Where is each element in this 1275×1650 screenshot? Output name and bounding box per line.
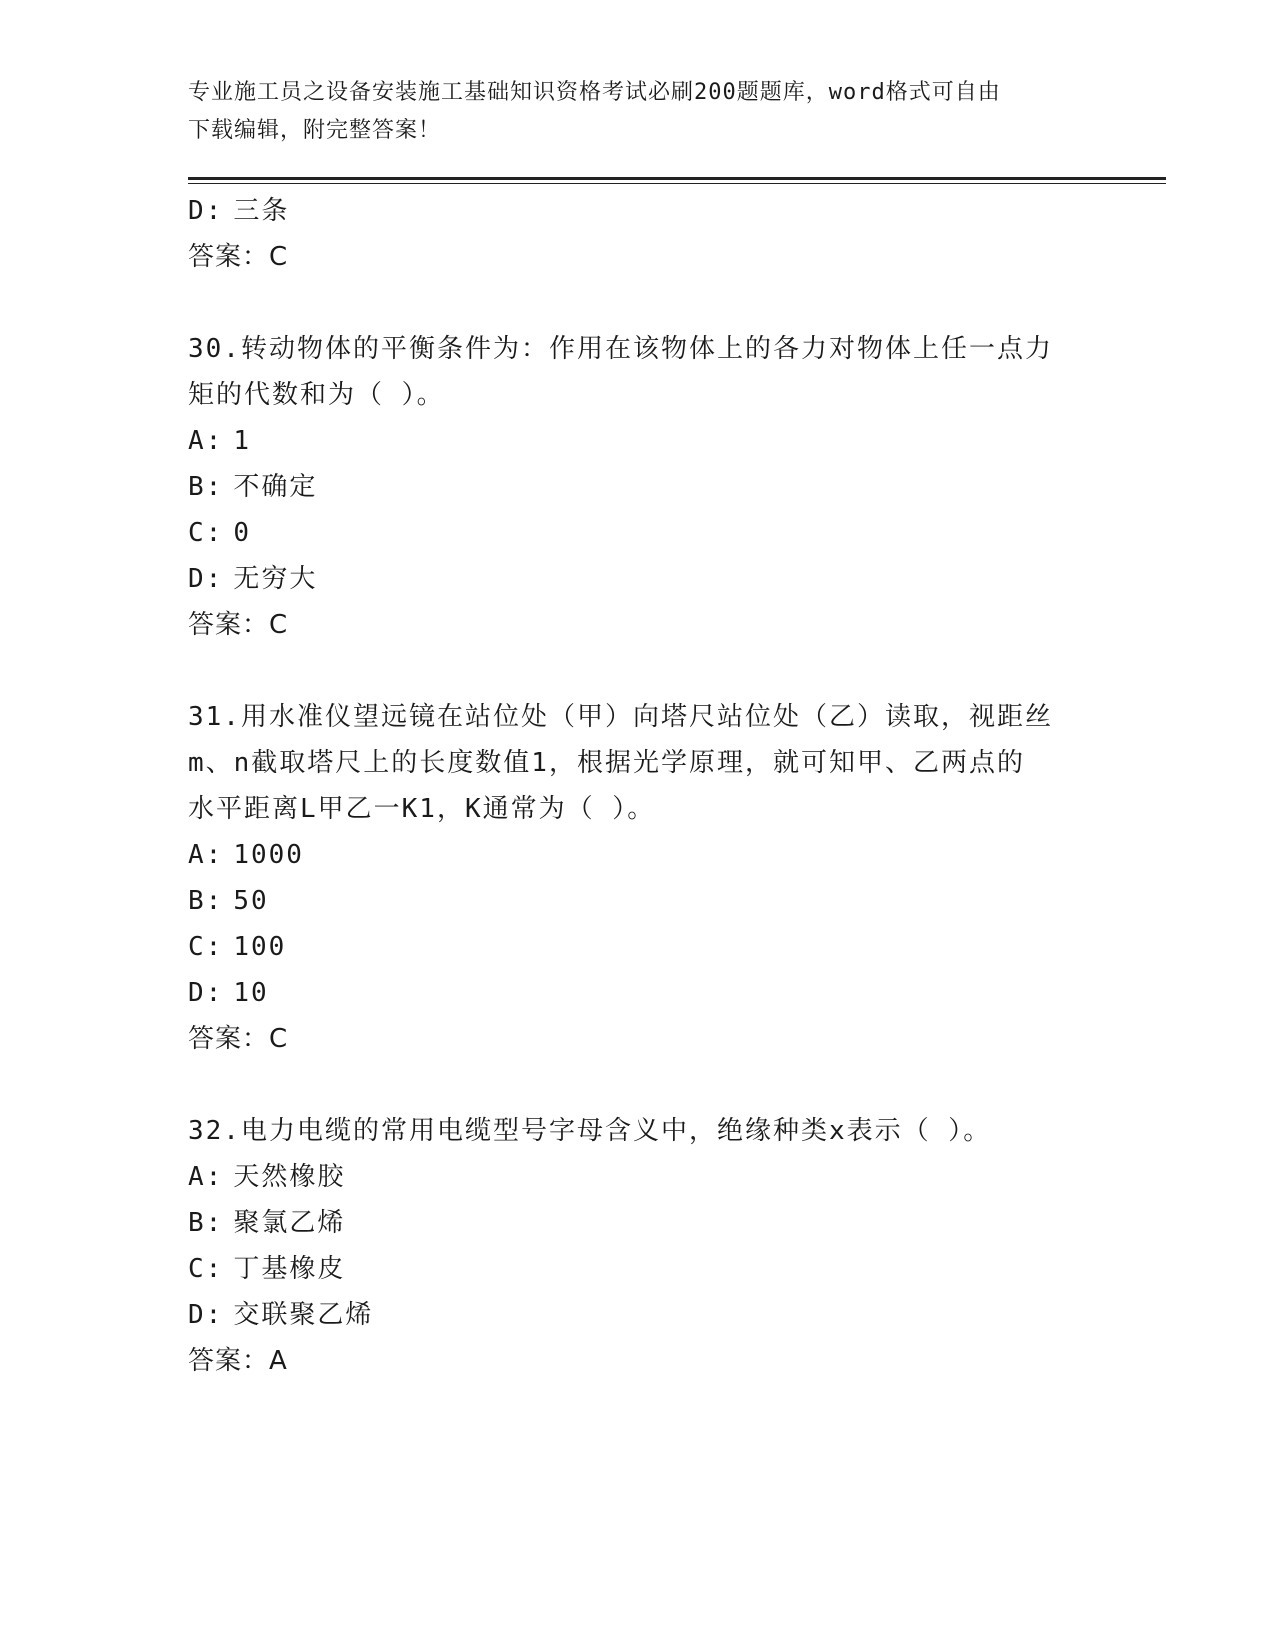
question-block: [188, 694, 1088, 1062]
option-d: [188, 1292, 1088, 1338]
question-text-line: 31.用水准仪望远镜在站位处（甲）向塔尺站位处（乙）读取，视距丝: [188, 702, 1053, 732]
header-line-1: 专业施工员之设备安装施工基础知识资格考试必刷200题题库，word格式可自由: [188, 80, 1001, 105]
option-c: [188, 1246, 1088, 1292]
option-text: 丁基橡皮: [233, 1254, 346, 1284]
option-key: B:: [188, 886, 224, 916]
spacer: [188, 280, 1088, 326]
document-body: [188, 188, 1088, 1384]
option-text: 1: [233, 426, 251, 456]
option-d: [188, 556, 1088, 602]
option-key: A:: [188, 1162, 224, 1192]
question-text-line: 32.电力电缆的常用电缆型号字母含义中，绝缘种类x表示（ ）。: [188, 1116, 992, 1146]
option-text: 天然橡胶: [233, 1162, 346, 1192]
option-b: [188, 1200, 1088, 1246]
option-c: [188, 510, 1088, 556]
option-key: D:: [188, 1300, 224, 1330]
option-key: C:: [188, 932, 224, 962]
option-text: 不确定: [233, 472, 318, 502]
answer-line: 答案：C: [188, 1024, 289, 1054]
spacer: [188, 1062, 1088, 1108]
option-text: 交联聚乙烯: [233, 1300, 374, 1330]
option-text: 10: [233, 978, 269, 1008]
header-rule-thin: [188, 183, 1166, 184]
option-d: [188, 970, 1088, 1016]
header-rule-thick: [188, 177, 1166, 180]
question-text-line: m、n截取塔尺上的长度数值1，根据光学原理，就可知甲、乙两点的: [188, 748, 1025, 778]
header-line-2: 下载编辑，附完整答案！: [188, 118, 442, 143]
option-key: D:: [188, 564, 224, 594]
option-text: 1000: [233, 840, 304, 870]
option-c: [188, 924, 1088, 970]
option-text: 50: [233, 886, 269, 916]
option-key: B:: [188, 1208, 224, 1238]
option-text: 无穷大: [233, 564, 318, 594]
option-key: A:: [188, 426, 224, 456]
option-key: B:: [188, 472, 224, 502]
option-b: [188, 464, 1088, 510]
option-a: [188, 1154, 1088, 1200]
option-text: 0: [233, 518, 251, 548]
option-b: [188, 878, 1088, 924]
option-key: A:: [188, 840, 224, 870]
option-a: [188, 832, 1088, 878]
answer-line: 答案：C: [188, 610, 289, 640]
question-block: [188, 1108, 1088, 1384]
question-block: [188, 326, 1088, 648]
option-text: 三条: [233, 196, 290, 226]
spacer: [188, 648, 1088, 694]
option-a: [188, 418, 1088, 464]
option-key: D:: [188, 978, 224, 1008]
option-text: 聚氯乙烯: [233, 1208, 346, 1238]
option-key: C:: [188, 518, 224, 548]
option-key: D:: [188, 196, 224, 226]
question-text-line: 30.转动物体的平衡条件为：作用在该物体上的各力对物体上任一点力: [188, 334, 1053, 364]
answer-line: 答案：A: [188, 1346, 288, 1376]
document-header: [188, 74, 1068, 150]
question-text-line: 矩的代数和为（ ）。: [188, 380, 445, 410]
option-d: [188, 188, 1088, 234]
question-text-line: 水平距离L甲乙一K1，K通常为（ ）。: [188, 794, 656, 824]
option-text: 100: [233, 932, 287, 962]
answer-line: 答案：C: [188, 242, 289, 272]
option-key: C:: [188, 1254, 224, 1284]
